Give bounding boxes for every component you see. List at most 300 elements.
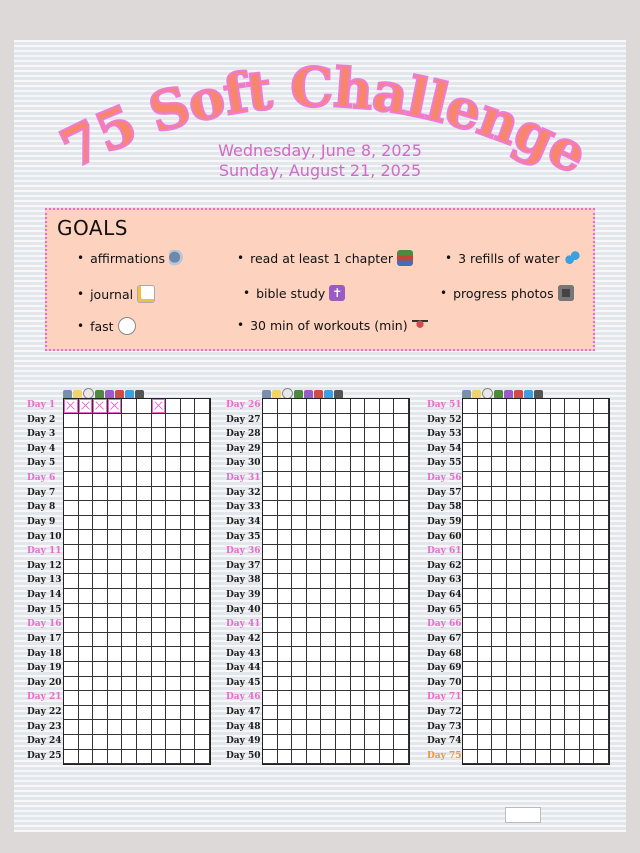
checkbox-cell[interactable]: [463, 516, 478, 531]
checkbox-cell[interactable]: [565, 399, 580, 414]
checkbox-cell[interactable]: [321, 735, 336, 750]
checkbox-cell[interactable]: [263, 399, 278, 414]
checkbox-cell[interactable]: [278, 428, 293, 443]
checkbox-cell[interactable]: [351, 530, 366, 545]
checkbox-cell[interactable]: [278, 589, 293, 604]
checkbox-cell[interactable]: [166, 589, 181, 604]
checkbox-cell[interactable]: [351, 428, 366, 443]
checkbox-cell[interactable]: [93, 487, 108, 502]
checkbox-cell[interactable]: [365, 574, 380, 589]
checkbox-cell[interactable]: [152, 501, 167, 516]
checkbox-cell[interactable]: [137, 516, 152, 531]
checkbox-cell[interactable]: [580, 428, 595, 443]
checkbox-cell[interactable]: [108, 618, 123, 633]
checkbox-cell[interactable]: [536, 677, 551, 692]
checkbox-cell[interactable]: [122, 516, 137, 531]
checkbox-cell[interactable]: [152, 516, 167, 531]
checkbox-cell[interactable]: [551, 662, 566, 677]
checkbox-cell[interactable]: [594, 677, 609, 692]
checkbox-cell[interactable]: [292, 604, 307, 619]
checkbox-cell[interactable]: [166, 735, 181, 750]
checkbox-cell[interactable]: [181, 399, 196, 414]
checkbox-cell[interactable]: [536, 501, 551, 516]
checkbox-cell[interactable]: [507, 516, 522, 531]
checkbox-cell[interactable]: [551, 472, 566, 487]
checkbox-cell[interactable]: [521, 487, 536, 502]
checkbox-cell[interactable]: [351, 501, 366, 516]
checkbox-cell[interactable]: [321, 574, 336, 589]
checkbox-cell[interactable]: [478, 662, 493, 677]
checkbox-cell[interactable]: [307, 706, 322, 721]
checkbox-cell[interactable]: [93, 428, 108, 443]
checkbox-cell[interactable]: [195, 750, 210, 765]
checkbox-cell[interactable]: [492, 691, 507, 706]
checkbox-cell[interactable]: [278, 677, 293, 692]
checkbox-cell[interactable]: [263, 735, 278, 750]
checkbox-cell[interactable]: [478, 677, 493, 692]
checkbox-cell[interactable]: [551, 530, 566, 545]
checkbox-cell[interactable]: [507, 472, 522, 487]
checkbox-cell[interactable]: [580, 574, 595, 589]
checkbox-cell[interactable]: [93, 633, 108, 648]
checkbox-cell[interactable]: [507, 750, 522, 765]
checkbox-cell[interactable]: [336, 414, 351, 429]
checkbox-cell[interactable]: [108, 604, 123, 619]
checkbox-cell[interactable]: [307, 589, 322, 604]
checkbox-cell[interactable]: [565, 618, 580, 633]
checkbox-cell[interactable]: [551, 750, 566, 765]
checkbox-cell[interactable]: [278, 662, 293, 677]
checkbox-cell[interactable]: [507, 735, 522, 750]
checkbox-cell[interactable]: [137, 560, 152, 575]
checkbox-cell[interactable]: [492, 662, 507, 677]
checkbox-cell[interactable]: [79, 720, 94, 735]
checkbox-cell[interactable]: [122, 735, 137, 750]
checkbox-cell[interactable]: [507, 487, 522, 502]
checkbox-cell[interactable]: [594, 516, 609, 531]
checkbox-cell[interactable]: [536, 414, 551, 429]
checkbox-cell[interactable]: [478, 545, 493, 560]
checkbox-cell[interactable]: [292, 487, 307, 502]
checkbox-cell[interactable]: [594, 574, 609, 589]
checkbox-cell[interactable]: [521, 472, 536, 487]
checkbox-cell[interactable]: [292, 443, 307, 458]
checkbox-cell[interactable]: [195, 574, 210, 589]
checkbox-cell[interactable]: [507, 530, 522, 545]
checkbox-cell[interactable]: [79, 589, 94, 604]
checkbox-cell[interactable]: [351, 647, 366, 662]
checkbox-cell[interactable]: [521, 720, 536, 735]
checkbox-cell[interactable]: [307, 501, 322, 516]
checkbox-cell[interactable]: [263, 750, 278, 765]
checkbox-cell[interactable]: [594, 633, 609, 648]
checkbox-cell[interactable]: [278, 530, 293, 545]
checkbox-cell[interactable]: [492, 604, 507, 619]
checkbox-cell[interactable]: [394, 530, 409, 545]
checkbox-cell[interactable]: [166, 399, 181, 414]
checkbox-cell[interactable]: [278, 501, 293, 516]
checkbox-cell[interactable]: [551, 428, 566, 443]
checkbox-cell[interactable]: [137, 750, 152, 765]
checkbox-cell[interactable]: [594, 604, 609, 619]
checkbox-cell[interactable]: [64, 720, 79, 735]
checkbox-cell[interactable]: [166, 662, 181, 677]
checkbox-cell[interactable]: [137, 647, 152, 662]
checkbox-cell[interactable]: [292, 472, 307, 487]
checkbox-cell[interactable]: [64, 501, 79, 516]
checkbox-cell[interactable]: [64, 677, 79, 692]
checkbox-cell[interactable]: [565, 706, 580, 721]
checkbox-cell[interactable]: [321, 472, 336, 487]
checkbox-cell[interactable]: [580, 691, 595, 706]
checkbox-cell[interactable]: [122, 399, 137, 414]
checkbox-cell[interactable]: [492, 428, 507, 443]
checkbox-cell[interactable]: [195, 428, 210, 443]
checkbox-cell[interactable]: [195, 706, 210, 721]
checkbox-cell[interactable]: [152, 618, 167, 633]
checkbox-cell[interactable]: [64, 618, 79, 633]
checkbox-cell[interactable]: [79, 501, 94, 516]
checkbox-cell[interactable]: [594, 545, 609, 560]
checkbox-cell[interactable]: [594, 487, 609, 502]
checkbox-cell[interactable]: [463, 735, 478, 750]
checkbox-cell[interactable]: [79, 574, 94, 589]
checkbox-cell[interactable]: [93, 750, 108, 765]
checkbox-cell[interactable]: [463, 706, 478, 721]
checkbox-cell[interactable]: [307, 516, 322, 531]
checkbox-cell[interactable]: [336, 574, 351, 589]
checkbox-cell[interactable]: [108, 574, 123, 589]
checkbox-cell[interactable]: [394, 604, 409, 619]
checkbox-cell[interactable]: [521, 545, 536, 560]
checkbox-cell[interactable]: [93, 720, 108, 735]
checkbox-cell[interactable]: [108, 414, 123, 429]
checkbox-cell[interactable]: [263, 516, 278, 531]
checkbox-cell[interactable]: [507, 633, 522, 648]
checkbox-cell[interactable]: [108, 720, 123, 735]
checkbox-cell[interactable]: [336, 472, 351, 487]
checkbox-cell[interactable]: [594, 560, 609, 575]
checkbox-cell[interactable]: [507, 574, 522, 589]
checkbox-cell[interactable]: [79, 706, 94, 721]
checkbox-cell[interactable]: [64, 750, 79, 765]
checkbox-cell[interactable]: [292, 633, 307, 648]
checkbox-cell[interactable]: [380, 633, 395, 648]
checkbox-cell[interactable]: [93, 589, 108, 604]
checkbox-cell[interactable]: [492, 545, 507, 560]
checkbox-cell[interactable]: [351, 735, 366, 750]
checkbox-cell[interactable]: [122, 501, 137, 516]
checkbox-cell[interactable]: [536, 662, 551, 677]
checkbox-cell[interactable]: [492, 735, 507, 750]
checkbox-cell[interactable]: [181, 604, 196, 619]
checkbox-cell[interactable]: [580, 487, 595, 502]
checkbox-cell[interactable]: [536, 574, 551, 589]
checkbox-cell[interactable]: [463, 618, 478, 633]
checkbox-cell[interactable]: [521, 501, 536, 516]
checkbox-cell[interactable]: [478, 618, 493, 633]
checkbox-cell[interactable]: [336, 677, 351, 692]
checkbox-cell[interactable]: [478, 414, 493, 429]
checkbox-cell[interactable]: [108, 633, 123, 648]
checkbox-cell[interactable]: [565, 750, 580, 765]
checkbox-cell[interactable]: [565, 428, 580, 443]
checkbox-cell[interactable]: [365, 530, 380, 545]
checkbox-cell[interactable]: [137, 414, 152, 429]
checkbox-cell[interactable]: [365, 487, 380, 502]
checkbox-cell[interactable]: [380, 706, 395, 721]
checkbox-cell[interactable]: [122, 633, 137, 648]
checkbox-cell[interactable]: [336, 530, 351, 545]
checkbox-cell[interactable]: [122, 443, 137, 458]
checkbox-cell[interactable]: [122, 457, 137, 472]
checkbox-cell[interactable]: [64, 443, 79, 458]
checkbox-cell[interactable]: [93, 735, 108, 750]
checkbox-cell[interactable]: [307, 560, 322, 575]
checkbox-cell[interactable]: [380, 443, 395, 458]
checkbox-cell[interactable]: [307, 720, 322, 735]
checkbox-cell[interactable]: [152, 691, 167, 706]
checkbox-cell[interactable]: [551, 560, 566, 575]
checkbox-cell[interactable]: [492, 589, 507, 604]
checkbox-cell[interactable]: [365, 414, 380, 429]
checkbox-cell[interactable]: [137, 428, 152, 443]
checkbox-cell[interactable]: [463, 399, 478, 414]
checkbox-cell[interactable]: [137, 633, 152, 648]
checkbox-cell[interactable]: [507, 691, 522, 706]
checkbox-cell[interactable]: [478, 589, 493, 604]
checkbox-cell[interactable]: [108, 443, 123, 458]
checkbox-cell[interactable]: [137, 618, 152, 633]
checkbox-cell[interactable]: [594, 443, 609, 458]
checkbox-cell[interactable]: [292, 428, 307, 443]
checkbox-cell[interactable]: [79, 530, 94, 545]
checkbox-cell[interactable]: [122, 545, 137, 560]
checkbox-cell[interactable]: [365, 472, 380, 487]
checkbox-cell[interactable]: [79, 647, 94, 662]
checkbox-cell[interactable]: [380, 735, 395, 750]
checkbox-cell[interactable]: [463, 428, 478, 443]
checkbox-cell[interactable]: [137, 735, 152, 750]
checkbox-cell[interactable]: [394, 662, 409, 677]
checkbox-cell[interactable]: [321, 720, 336, 735]
checkbox-cell[interactable]: [478, 560, 493, 575]
checkbox-cell[interactable]: [321, 662, 336, 677]
checkbox-cell[interactable]: [93, 443, 108, 458]
checkbox-cell[interactable]: [365, 501, 380, 516]
checkbox-cell[interactable]: [64, 633, 79, 648]
checkbox-cell[interactable]: [351, 604, 366, 619]
checkbox-cell[interactable]: [321, 530, 336, 545]
checkbox-cell[interactable]: [152, 414, 167, 429]
checkbox-cell[interactable]: [278, 516, 293, 531]
checkbox-cell[interactable]: [152, 560, 167, 575]
checkbox-cell[interactable]: [321, 633, 336, 648]
checkbox-cell[interactable]: [507, 677, 522, 692]
checkbox-cell[interactable]: [181, 750, 196, 765]
checkbox-cell[interactable]: [137, 604, 152, 619]
checkbox-cell[interactable]: [365, 618, 380, 633]
checkbox-cell[interactable]: [551, 633, 566, 648]
checkbox-cell[interactable]: [166, 414, 181, 429]
checkbox-cell[interactable]: [278, 574, 293, 589]
checkbox-cell[interactable]: [394, 560, 409, 575]
checkbox-cell[interactable]: [263, 443, 278, 458]
checkbox-cell[interactable]: [278, 647, 293, 662]
checkbox-cell[interactable]: [93, 516, 108, 531]
checkbox-cell[interactable]: [263, 706, 278, 721]
checkbox-cell[interactable]: [64, 487, 79, 502]
checkbox-cell[interactable]: [351, 706, 366, 721]
checkbox-cell[interactable]: [492, 720, 507, 735]
checkbox-cell[interactable]: [536, 589, 551, 604]
checkbox-cell[interactable]: [365, 662, 380, 677]
checkbox-cell[interactable]: [336, 516, 351, 531]
checkbox-cell[interactable]: [492, 706, 507, 721]
checkbox-cell[interactable]: [195, 530, 210, 545]
checkbox-cell[interactable]: [195, 457, 210, 472]
checkbox-cell[interactable]: [307, 530, 322, 545]
checkbox-cell[interactable]: [292, 691, 307, 706]
checkbox-cell[interactable]: [365, 443, 380, 458]
checkbox-cell[interactable]: [521, 677, 536, 692]
checkbox-cell[interactable]: [79, 560, 94, 575]
checkbox-cell[interactable]: [565, 720, 580, 735]
checkbox-cell[interactable]: [307, 633, 322, 648]
checkbox-cell[interactable]: [152, 604, 167, 619]
checkbox-cell[interactable]: [580, 414, 595, 429]
checkbox-cell[interactable]: [108, 691, 123, 706]
checkbox-cell[interactable]: [507, 501, 522, 516]
checkbox-cell[interactable]: [278, 457, 293, 472]
checkbox-cell[interactable]: [152, 735, 167, 750]
checkbox-cell[interactable]: [307, 618, 322, 633]
checkbox-cell[interactable]: [336, 545, 351, 560]
checkbox-cell[interactable]: [536, 750, 551, 765]
checkbox-cell[interactable]: [181, 443, 196, 458]
checkbox-cell[interactable]: [108, 735, 123, 750]
checkbox-cell[interactable]: [380, 720, 395, 735]
checkbox-cell[interactable]: [79, 691, 94, 706]
checkbox-cell[interactable]: [463, 560, 478, 575]
checkbox-cell[interactable]: [565, 457, 580, 472]
checkbox-cell[interactable]: [166, 574, 181, 589]
checkbox-cell[interactable]: [292, 618, 307, 633]
checkbox-cell[interactable]: [551, 487, 566, 502]
checkbox-cell[interactable]: [278, 399, 293, 414]
checkbox-cell[interactable]: [93, 677, 108, 692]
checkbox-cell[interactable]: [365, 706, 380, 721]
checkbox-cell[interactable]: [594, 457, 609, 472]
checkbox-cell[interactable]: [365, 560, 380, 575]
checkbox-cell[interactable]: [478, 399, 493, 414]
checkbox-cell[interactable]: [122, 472, 137, 487]
checkbox-cell[interactable]: [380, 677, 395, 692]
checkbox-cell[interactable]: [478, 604, 493, 619]
checkbox-cell[interactable]: [492, 516, 507, 531]
checkbox-cell[interactable]: [79, 750, 94, 765]
checkbox-cell[interactable]: [492, 414, 507, 429]
checkbox-cell[interactable]: [195, 560, 210, 575]
checkbox-cell[interactable]: [152, 750, 167, 765]
checkbox-cell[interactable]: [195, 516, 210, 531]
checkbox-cell[interactable]: [93, 647, 108, 662]
checkbox-cell[interactable]: [263, 662, 278, 677]
checkbox-cell[interactable]: [181, 560, 196, 575]
checkbox-cell[interactable]: [594, 428, 609, 443]
checkbox-cell[interactable]: [351, 516, 366, 531]
checkbox-cell[interactable]: [137, 399, 152, 414]
checkbox-cell[interactable]: [79, 487, 94, 502]
checkbox-cell[interactable]: [137, 501, 152, 516]
checkbox-cell[interactable]: [64, 414, 79, 429]
checkbox-cell[interactable]: [380, 472, 395, 487]
checkbox-cell[interactable]: [380, 530, 395, 545]
checkbox-cell[interactable]: [565, 501, 580, 516]
checkbox-cell[interactable]: [263, 720, 278, 735]
checkbox-cell[interactable]: [93, 604, 108, 619]
checkbox-cell[interactable]: [64, 457, 79, 472]
checkbox-cell[interactable]: [394, 399, 409, 414]
checkbox-cell[interactable]: [166, 618, 181, 633]
checkbox-cell[interactable]: [166, 677, 181, 692]
checkbox-cell[interactable]: [580, 618, 595, 633]
checkbox-cell[interactable]: [536, 399, 551, 414]
checkbox-cell[interactable]: [93, 545, 108, 560]
checkbox-cell[interactable]: [380, 516, 395, 531]
checkbox-cell[interactable]: [137, 487, 152, 502]
checkbox-cell[interactable]: [478, 443, 493, 458]
checkbox-cell[interactable]: [394, 706, 409, 721]
checkbox-cell[interactable]: [181, 574, 196, 589]
checkbox-cell[interactable]: [278, 633, 293, 648]
checkbox-cell[interactable]: [137, 706, 152, 721]
checkbox-cell[interactable]: [292, 735, 307, 750]
checkbox-cell[interactable]: [122, 487, 137, 502]
checkbox-cell[interactable]: [394, 677, 409, 692]
checkbox-cell[interactable]: [108, 662, 123, 677]
checkbox-cell[interactable]: [365, 428, 380, 443]
checkbox-cell[interactable]: [394, 457, 409, 472]
checkbox-cell[interactable]: [195, 589, 210, 604]
checkbox-cell[interactable]: [492, 472, 507, 487]
checkbox-cell[interactable]: [166, 443, 181, 458]
checkbox-cell[interactable]: [195, 647, 210, 662]
checkbox-cell[interactable]: [492, 530, 507, 545]
checkbox-cell[interactable]: [336, 691, 351, 706]
checkbox-cell[interactable]: [478, 472, 493, 487]
checkbox-cell[interactable]: [351, 589, 366, 604]
checkbox-cell[interactable]: [79, 662, 94, 677]
checkbox-cell[interactable]: [463, 677, 478, 692]
checkbox-cell[interactable]: [152, 399, 167, 414]
checkbox-cell[interactable]: [478, 501, 493, 516]
checkbox-cell[interactable]: [336, 443, 351, 458]
checkbox-cell[interactable]: [195, 662, 210, 677]
checkbox-cell[interactable]: [152, 647, 167, 662]
checkbox-cell[interactable]: [137, 720, 152, 735]
checkbox-cell[interactable]: [521, 414, 536, 429]
checkbox-cell[interactable]: [64, 530, 79, 545]
checkbox-cell[interactable]: [137, 457, 152, 472]
checkbox-cell[interactable]: [478, 706, 493, 721]
checkbox-cell[interactable]: [492, 618, 507, 633]
checkbox-cell[interactable]: [336, 457, 351, 472]
checkbox-cell[interactable]: [195, 472, 210, 487]
checkbox-cell[interactable]: [64, 589, 79, 604]
checkbox-cell[interactable]: [292, 647, 307, 662]
checkbox-cell[interactable]: [394, 618, 409, 633]
